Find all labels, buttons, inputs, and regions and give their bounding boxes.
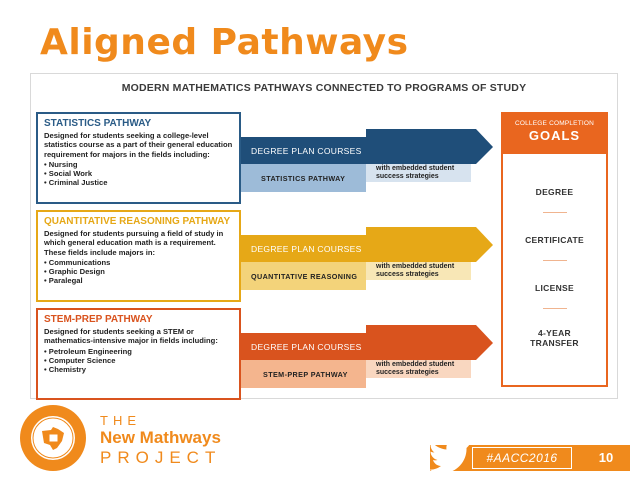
pathway-title: QUANTITATIVE REASONING PATHWAY — [44, 216, 231, 227]
diagram-header: MODERN MATHEMATICS PATHWAYS CONNECTED TO PROGRAMS OF STUDY — [121, 82, 527, 94]
pathway-list — [44, 160, 233, 188]
stem-embedded-label: with embedded student success strategies — [376, 361, 455, 376]
slide-title: Aligned Pathways — [40, 22, 409, 63]
pathway-title: STATISTICS PATHWAY — [44, 118, 152, 129]
project-the-text: THE — [100, 413, 141, 428]
list-item: • Nursing — [44, 160, 233, 169]
twitter-bird-icon — [430, 437, 474, 473]
dana-center-seal-icon — [18, 403, 88, 473]
stat-embedded-label: with embedded student success strategies — [376, 165, 455, 180]
qr-degree-label: DEGREE PLAN COURSES — [251, 244, 362, 254]
stem-prep-pathway-box — [36, 308, 241, 400]
goals-header — [503, 114, 606, 154]
pathways-diagram — [30, 73, 618, 399]
list-item: • Computer Science — [44, 356, 233, 365]
college-completion-goals-box — [501, 112, 608, 387]
list-item: • Communications — [44, 258, 233, 267]
pathway-description: Designed for students seeking a college-level statistics course as a part of their general education requirement for majors in the fields including: — [44, 131, 233, 159]
list-item: • Social Work — [44, 169, 233, 178]
goal-transfer: 4-YEAR TRANSFER — [530, 328, 579, 348]
project-name-text: New Mathways — [100, 428, 221, 447]
goal-divider — [543, 308, 567, 309]
project-word-text: PROJECT — [100, 448, 222, 467]
goal-divider — [543, 260, 567, 261]
goals-title: GOALS — [528, 128, 581, 143]
pathway-list — [44, 258, 233, 286]
qr-embedded-label: with embedded student success strategies — [376, 263, 455, 278]
pathway-list — [44, 347, 233, 375]
qr-pathway-label: QUANTITATIVE REASONING — [251, 272, 358, 281]
pathway-description: Designed for students pursuing a field of study in which general education math is a requirement. These fields include majors in: — [44, 229, 224, 257]
pathway-title: STEM-PREP PATHWAY — [44, 314, 153, 325]
goals-subtitle: COLLEGE COMPLETION — [514, 120, 595, 127]
goal-degree: DEGREE — [535, 187, 574, 197]
list-item: • Graphic Design — [44, 267, 233, 276]
stem-degree-label: DEGREE PLAN COURSES — [251, 342, 362, 352]
list-item: • Paralegal — [44, 276, 233, 285]
list-item: • Petroleum Engineering — [44, 347, 233, 356]
pathway-description: Designed for students seeking a STEM or mathematics-intensive major in fields including: — [44, 327, 218, 346]
quantitative-reasoning-pathway-box — [36, 210, 241, 302]
stat-pathway-label: STATISTICS PATHWAY — [261, 174, 346, 183]
qr-arrow-head — [366, 227, 493, 262]
stat-arrow-head — [366, 129, 493, 164]
page-number: 10 — [598, 450, 614, 465]
stem-arrow-head — [366, 325, 493, 360]
goal-divider — [543, 212, 567, 213]
goal-certificate: CERTIFICATE — [525, 235, 584, 245]
list-item: • Criminal Justice — [44, 178, 233, 187]
stem-pathway-label: STEM-PREP PATHWAY — [263, 370, 348, 379]
hashtag-label: #AACC2016 — [472, 447, 572, 469]
goal-license: LICENSE — [535, 283, 574, 293]
statistics-pathway-box — [36, 112, 241, 204]
list-item: • Chemistry — [44, 365, 233, 374]
stat-degree-label: DEGREE PLAN COURSES — [251, 146, 362, 156]
